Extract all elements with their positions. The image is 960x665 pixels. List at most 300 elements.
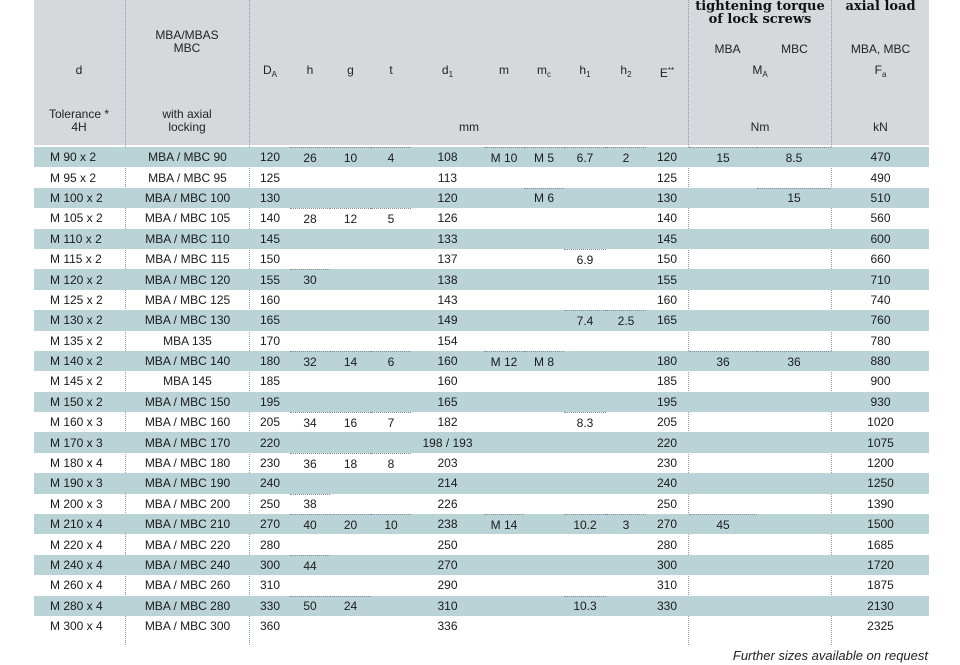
header-m-label: m	[499, 63, 509, 77]
cell-t	[371, 290, 411, 310]
cell-d1: 133	[437, 231, 458, 246]
header-torque-mba-label: MBA	[714, 42, 741, 56]
cell-tmbc	[757, 208, 831, 228]
table-row	[34, 473, 929, 493]
cell-fa: 1500	[867, 517, 894, 532]
cell-tmba: 45	[689, 514, 757, 534]
cell-d: M 160 x 3	[50, 415, 103, 430]
cell-d1: 113	[437, 170, 458, 185]
cell-mc	[524, 616, 564, 636]
cell-DA: 205	[259, 415, 281, 430]
cell-h	[290, 371, 330, 391]
cell-tmbc	[757, 534, 831, 554]
cell-mc	[524, 555, 564, 575]
header-tolerance	[34, 108, 124, 134]
cell-fa: 900	[870, 374, 891, 389]
cell-E	[646, 331, 688, 351]
cell-d1: 203	[437, 456, 458, 471]
cell-t	[371, 432, 411, 452]
cell-model: MBA / MBC 130	[144, 313, 231, 328]
cell-tmba	[689, 167, 757, 187]
cell-d1: 126	[437, 211, 458, 226]
cell-tmbc	[757, 229, 831, 249]
cell-model: MBA / MBC 160	[144, 415, 231, 430]
cell-mc	[524, 290, 564, 310]
cell-t	[371, 534, 411, 554]
cell-h: 36	[290, 453, 330, 473]
cell-mc	[524, 473, 564, 493]
cell-h2	[606, 616, 646, 636]
table-row	[34, 412, 929, 432]
cell-d: M 300 x 4	[50, 619, 103, 634]
cell-fa: 490	[870, 170, 891, 185]
cell-model: MBA / MBC 190	[144, 476, 231, 491]
cell-tmbc	[757, 432, 831, 452]
cell-h1	[564, 208, 606, 228]
cell-tmba	[689, 432, 757, 452]
cell-E: 230	[656, 456, 678, 471]
cell-tmbc	[757, 473, 831, 493]
header-E	[646, 64, 688, 80]
cell-m	[484, 473, 524, 493]
cell-tmbc	[757, 310, 831, 330]
header-torque-title-2: of lock screws	[708, 12, 812, 27]
cell-h: 26	[290, 147, 330, 167]
cell-g	[330, 555, 371, 575]
cell-model: MBA / MBC 100	[144, 190, 231, 205]
cell-h1	[564, 473, 606, 493]
table-row	[34, 331, 929, 351]
cell-t	[371, 596, 411, 616]
cell-fa: 1250	[867, 476, 894, 491]
cell-h2: 2	[606, 147, 646, 167]
cell-d1: 290	[437, 578, 458, 593]
header-t	[371, 64, 411, 77]
header-kN	[832, 121, 929, 134]
cell-g: 24	[330, 596, 371, 616]
cell-fa: 880	[870, 354, 891, 369]
header-h1	[564, 64, 606, 81]
cell-d1: 270	[437, 558, 458, 572]
cell-h1	[564, 290, 606, 310]
cell-m	[484, 269, 524, 289]
cell-g	[330, 290, 371, 310]
cell-tmba	[689, 555, 757, 575]
table-row	[34, 229, 929, 249]
cell-d1: 214	[437, 476, 458, 491]
header-locking: locking	[168, 120, 206, 134]
cell-h1: 10.2	[564, 514, 606, 534]
cell-DA: 220	[259, 435, 281, 450]
cell-h1: 10.3	[564, 596, 606, 616]
header-m	[484, 64, 524, 77]
table-row	[34, 167, 929, 187]
cell-m: M 14	[484, 514, 524, 534]
header-h2	[606, 64, 646, 81]
cell-d1: 143	[437, 292, 458, 307]
cell-h2	[606, 392, 646, 412]
header-h-label: h	[306, 63, 314, 77]
cell-model: MBA 145	[163, 374, 212, 389]
cell-E: 150	[656, 252, 678, 267]
cell-d: M 180 x 4	[50, 456, 103, 471]
cell-mc	[524, 331, 564, 351]
cell-h2	[606, 371, 646, 391]
cell-E: 140	[656, 211, 678, 226]
cell-mc	[524, 453, 564, 473]
cell-h1	[564, 371, 606, 391]
cell-h2	[606, 575, 646, 595]
cell-t: 6	[371, 351, 411, 371]
cell-fa: 1200	[867, 456, 894, 471]
cell-DA: 195	[259, 394, 281, 409]
cell-tmba	[689, 534, 757, 554]
cell-E: 220	[656, 435, 678, 450]
cell-g	[330, 534, 371, 554]
cell-d: M 110 x 2	[50, 231, 102, 246]
cell-m	[484, 432, 524, 452]
cell-tmbc	[757, 167, 831, 187]
cell-model: MBA / MBC 105	[144, 211, 231, 226]
cell-fa: 1390	[867, 496, 894, 511]
cell-g	[330, 575, 371, 595]
cell-tmba	[689, 596, 757, 616]
cell-fa: 470	[870, 150, 891, 165]
cell-d1: 149	[437, 313, 458, 328]
header-model	[126, 29, 248, 55]
cell-h2	[606, 534, 646, 554]
cell-E: 300	[656, 558, 678, 572]
cell-h2	[606, 167, 646, 187]
cell-t: 10	[371, 514, 411, 534]
cell-m	[484, 249, 524, 269]
table-row	[34, 249, 929, 269]
cell-DA: 185	[259, 374, 281, 389]
cell-DA: 165	[259, 313, 281, 328]
table-row	[34, 534, 929, 554]
cell-tmba	[689, 331, 757, 351]
cell-model: MBA / MBC 300	[144, 619, 231, 634]
cell-t	[371, 494, 411, 514]
cell-model: MBA / MBC 200	[144, 496, 231, 511]
cell-m	[484, 392, 524, 412]
header-DA-label: D	[262, 63, 272, 77]
cell-fa: 1020	[867, 415, 894, 430]
cell-h1	[564, 432, 606, 452]
cell-fa: 2325	[867, 619, 894, 634]
header-E-sup: **	[667, 66, 675, 75]
cell-t: 7	[371, 412, 411, 432]
header-t-label: t	[389, 63, 393, 77]
cell-model: MBA / MBC 115	[145, 252, 230, 267]
cell-tmba: 36	[689, 351, 757, 371]
cell-h1	[564, 555, 606, 575]
cell-fa: 600	[870, 231, 891, 246]
table-row	[34, 453, 929, 473]
cell-model: MBA / MBC 180	[144, 456, 231, 471]
cell-t	[371, 616, 411, 636]
cell-E	[646, 616, 688, 636]
cell-d: M 240 x 4	[50, 558, 103, 572]
cell-model: MBA / MBC 210	[144, 517, 231, 532]
header-mm	[250, 121, 688, 134]
cell-h: 28	[290, 208, 330, 228]
cell-h2	[606, 351, 646, 371]
cell-g: 18	[330, 453, 371, 473]
cell-tmba	[689, 188, 757, 208]
table-row	[34, 616, 929, 636]
cell-DA: 140	[259, 211, 281, 226]
cell-tmbc	[757, 392, 831, 412]
cell-tmba	[689, 392, 757, 412]
cell-model: MBA / MBC 140	[144, 354, 231, 369]
cell-d: M 100 x 2	[50, 190, 103, 205]
cell-model: MBA / MBC 220	[144, 537, 231, 552]
header-torque-mbc-label: MBC	[781, 42, 808, 56]
cell-tmba	[689, 616, 757, 636]
cell-h	[290, 188, 330, 208]
cell-d: M 120 x 2	[50, 272, 103, 287]
cell-DA: 280	[259, 537, 281, 552]
cell-fa: 740	[870, 292, 891, 307]
table-row	[34, 147, 929, 167]
header-mm-label: mm	[459, 120, 479, 134]
cell-tmbc	[757, 453, 831, 473]
cell-mc	[524, 494, 564, 514]
cell-h2	[606, 188, 646, 208]
cell-m	[484, 208, 524, 228]
cell-d: M 95 x 2	[50, 170, 97, 185]
header-kN-label: kN	[873, 120, 888, 134]
cell-h2	[606, 555, 646, 575]
cell-mc	[524, 432, 564, 452]
cell-t: 4	[371, 147, 411, 167]
cell-tmbc	[757, 575, 831, 595]
cell-d1: 310	[437, 598, 458, 613]
cell-g	[330, 432, 371, 452]
header-Fa-sub: a	[881, 70, 887, 79]
cell-h: 50	[290, 596, 330, 616]
cell-h2	[606, 229, 646, 249]
cell-h	[290, 331, 330, 351]
cell-m	[484, 534, 524, 554]
cell-d1: 238	[437, 517, 458, 532]
cell-tmba	[689, 208, 757, 228]
header-torque-mbc	[757, 43, 832, 56]
cell-mc	[524, 208, 564, 228]
cell-mc	[524, 596, 564, 616]
cell-h1: 8.3	[564, 412, 606, 432]
cell-d: M 90 x 2	[50, 150, 97, 165]
cell-m	[484, 188, 524, 208]
cell-h2	[606, 208, 646, 228]
cell-h: 38	[290, 494, 330, 514]
cell-g	[330, 229, 371, 249]
cell-h	[290, 616, 330, 636]
cell-d: M 260 x 4	[50, 578, 103, 593]
cell-h1	[564, 534, 606, 554]
cell-DA: 250	[259, 496, 281, 511]
cell-DA: 230	[259, 456, 281, 471]
cell-mc	[524, 310, 564, 330]
cell-d: M 105 x 2	[50, 211, 103, 226]
table-row	[34, 208, 929, 228]
cell-g: 10	[330, 147, 371, 167]
header-h2-sub: 2	[627, 70, 632, 79]
cell-g	[330, 494, 371, 514]
cell-g: 12	[330, 208, 371, 228]
cell-mc	[524, 575, 564, 595]
cell-DA: 180	[259, 354, 281, 369]
cell-tmba	[689, 249, 757, 269]
cell-DA: 125	[259, 170, 281, 185]
cell-fa: 560	[870, 211, 891, 226]
cell-g	[330, 249, 371, 269]
cell-fa: 660	[870, 252, 891, 267]
footer-note: Further sizes available on request	[732, 648, 928, 663]
cell-d1: 137	[437, 252, 458, 267]
cell-model: MBA / MBC 120	[144, 272, 231, 287]
cell-t	[371, 555, 411, 575]
cell-h1	[564, 392, 606, 412]
table-row	[34, 596, 929, 616]
cell-E: 205	[656, 415, 678, 430]
cell-h	[290, 575, 330, 595]
cell-fa: 760	[870, 313, 891, 328]
cell-d: M 210 x 4	[50, 517, 103, 532]
cell-t: 8	[371, 453, 411, 473]
cell-m: M 10	[484, 147, 524, 167]
cell-d: M 220 x 4	[50, 537, 103, 552]
cell-model: MBA / MBC 150	[144, 394, 231, 409]
header-torque-title	[690, 0, 830, 26]
cell-d: M 140 x 2	[50, 354, 103, 369]
cell-h2	[606, 249, 646, 269]
cell-DA: 330	[259, 598, 281, 613]
cell-h1: 6.7	[564, 147, 606, 167]
cell-tmba	[689, 494, 757, 514]
cell-fa: 1720	[867, 558, 894, 572]
cell-DA: 160	[259, 292, 281, 307]
table-row	[34, 310, 929, 330]
cell-g	[330, 616, 371, 636]
cell-E: 280	[656, 537, 678, 552]
cell-mc	[524, 167, 564, 187]
header-MA-label: M	[752, 63, 763, 77]
cell-E: 160	[656, 292, 678, 307]
cell-mc	[524, 534, 564, 554]
header-g	[330, 64, 371, 77]
header-MA	[690, 64, 830, 81]
cell-DA: 120	[259, 150, 281, 165]
cell-h1: 6.9	[564, 249, 606, 269]
cell-h2	[606, 473, 646, 493]
cell-tmbc	[757, 269, 831, 289]
cell-tmba: 15	[689, 147, 757, 167]
cell-E: 270	[656, 517, 678, 532]
cell-tmbc: 8.5	[757, 147, 831, 167]
cell-DA: 360	[259, 619, 281, 634]
cell-E: 165	[656, 313, 678, 328]
cell-model: MBA / MBC 170	[144, 435, 231, 450]
cell-tmba	[689, 371, 757, 391]
cell-t	[371, 331, 411, 351]
table-row	[34, 290, 929, 310]
cell-d1: 160	[437, 354, 458, 369]
cell-fa: 2130	[867, 598, 894, 613]
cell-E: 155	[656, 272, 678, 287]
cell-DA: 150	[259, 252, 281, 267]
header-E-label: E	[659, 66, 668, 80]
cell-g	[330, 371, 371, 391]
cell-tmba	[689, 412, 757, 432]
cell-mc	[524, 412, 564, 432]
cell-d1: 182	[437, 415, 458, 430]
cell-h	[290, 432, 330, 452]
cell-mc	[524, 249, 564, 269]
cell-m	[484, 616, 524, 636]
cell-m	[484, 596, 524, 616]
cell-model: MBA / MBC 125	[144, 292, 231, 307]
table-row	[34, 351, 929, 371]
cell-d1: 198 / 193	[422, 435, 473, 450]
cell-h1	[564, 188, 606, 208]
cell-E: 130	[656, 190, 678, 205]
cell-g: 20	[330, 514, 371, 534]
cell-d: M 200 x 3	[50, 496, 103, 511]
header-mba-mbas: MBA/MBAS	[155, 28, 219, 42]
cell-d1: 108	[437, 150, 458, 165]
cell-m	[484, 412, 524, 432]
cell-d: M 125 x 2	[50, 292, 103, 307]
cell-model: MBA 135	[163, 333, 212, 348]
cell-tmba	[689, 473, 757, 493]
cell-h1	[564, 575, 606, 595]
cell-t	[371, 269, 411, 289]
cell-tmbc	[757, 514, 831, 534]
cell-DA: 240	[259, 476, 281, 491]
cell-tmba	[689, 269, 757, 289]
header-with-axial: with axial	[162, 107, 212, 121]
header-load-sub	[832, 43, 929, 56]
cell-mc	[524, 514, 564, 534]
cell-E: 185	[656, 374, 678, 389]
header-Nm-label: Nm	[750, 120, 770, 134]
cell-m	[484, 229, 524, 249]
cell-g	[330, 167, 371, 187]
cell-model: MBA / MBC 240	[144, 558, 231, 572]
cell-t	[371, 229, 411, 249]
cell-tmbc	[757, 555, 831, 575]
cell-h	[290, 290, 330, 310]
cell-g	[330, 269, 371, 289]
cell-h1	[564, 331, 606, 351]
header-MA-sub: A	[762, 70, 768, 79]
table-row	[34, 514, 929, 534]
cell-m	[484, 575, 524, 595]
cell-tmba	[689, 290, 757, 310]
cell-E: 195	[656, 394, 678, 409]
cell-t	[371, 167, 411, 187]
cell-model: MBA / MBC 110	[145, 231, 230, 246]
cell-DA: 130	[259, 190, 281, 205]
header-d	[34, 64, 124, 77]
cell-h2	[606, 432, 646, 452]
cell-DA: 170	[259, 333, 281, 348]
cell-model: MBA / MBC 260	[144, 578, 231, 593]
cell-DA: 270	[259, 517, 281, 532]
cell-d: M 280 x 4	[50, 598, 103, 613]
